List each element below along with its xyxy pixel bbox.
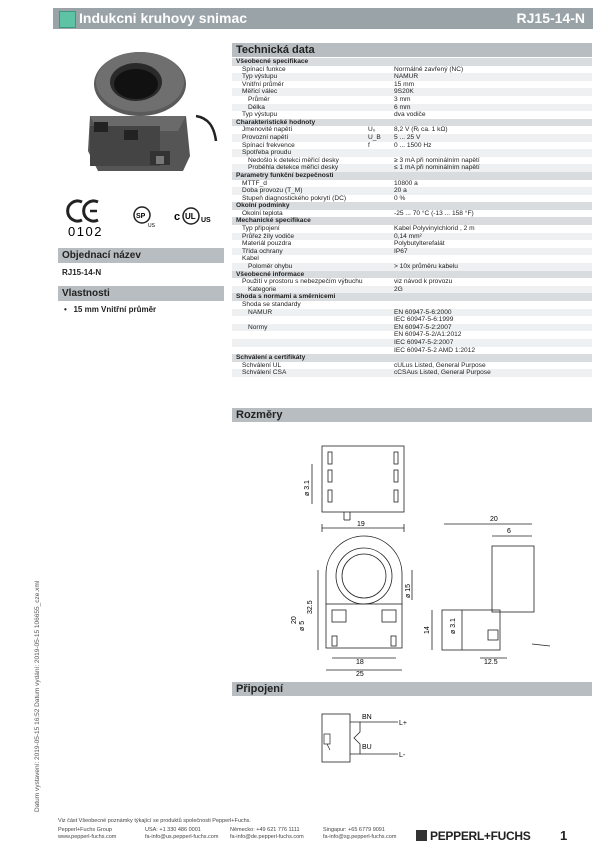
spec-symbol	[364, 233, 390, 241]
spec-symbol	[364, 309, 390, 317]
spec-row	[232, 286, 592, 294]
spec-label: Průměr	[248, 95, 270, 103]
spec-label: Stupeň diagnostického pokrytí (DC)	[242, 194, 347, 202]
spec-value: > 10x průměru kabelu	[390, 263, 592, 271]
spec-label: Doba provozu (T_M)	[232, 187, 364, 195]
side-date-text: Datum vystavení: 2019-05-15 16:52 Datum vydání: 2019-05-15 106655_cze.xml	[34, 580, 41, 812]
spec-value: 10800 a	[394, 179, 418, 187]
spec-symbol	[364, 180, 390, 188]
dimension-drawing	[232, 424, 592, 679]
spec-symbol	[364, 362, 390, 370]
spec-value: ≥ 3 mA při nominálním napětí	[394, 156, 480, 164]
footer-link-de[interactable]: fa-info@de.pepperl-fuchs.com	[230, 834, 304, 840]
spec-category	[232, 271, 592, 279]
spec-value: 20 a	[390, 187, 592, 195]
spec-symbol	[364, 96, 390, 104]
spec-value: NAMUR	[390, 73, 592, 81]
certification-marks	[64, 198, 224, 240]
spec-symbol	[364, 111, 390, 119]
spec-symbol	[364, 149, 390, 157]
conn-bu: BU	[362, 744, 372, 751]
footer-note: Viz část Všeobecné poznámky týkající se produktů společnosti Pepperl+Fuchs.	[58, 818, 251, 824]
spec-category	[232, 58, 592, 66]
spec-row	[232, 164, 592, 172]
spec-value: 0,14 mm²	[390, 233, 592, 241]
top-view	[312, 446, 404, 532]
ul-mark	[174, 208, 211, 224]
spec-label: Shoda se standardy	[242, 301, 301, 308]
spec-category	[232, 354, 592, 362]
spec-symbol	[364, 81, 390, 89]
spec-value: ≤ 1 mA při nominálním napětí	[390, 164, 592, 172]
spec-value: 6 mm	[390, 104, 592, 112]
spec-row	[232, 180, 592, 188]
brand-mark-icon	[416, 830, 427, 841]
spec-row	[232, 240, 592, 248]
spec-category-label: Všeobecné specifikace	[232, 58, 592, 66]
spec-label: Schválení UL	[242, 361, 282, 369]
footer-singapore: Singapur: +65 6779 9091 fa-info@sg.pepperl-fuchs.com	[323, 827, 397, 840]
spec-label: Průřez žíly vodiče	[232, 233, 364, 241]
ce-number: 0102	[68, 224, 103, 239]
csa-mark	[134, 207, 156, 229]
spec-symbol	[364, 255, 390, 263]
spec-label: Měřicí válec	[232, 88, 364, 96]
spec-value: cULus Listed, General Purpose	[394, 361, 486, 369]
spec-label: Schválení CSA	[232, 369, 364, 377]
spec-symbol	[364, 324, 390, 332]
spec-row	[232, 195, 592, 203]
spec-value: 15 mm	[394, 80, 415, 88]
spec-symbol	[364, 248, 390, 256]
spec-row	[232, 255, 592, 263]
footer-link-sg[interactable]: fa-info@sg.pepperl-fuchs.com	[323, 834, 397, 840]
spec-row	[232, 248, 592, 256]
footer-link-www[interactable]: www.pepperl-fuchs.com	[58, 834, 117, 840]
dim-5: ø 5	[299, 620, 306, 631]
spec-category-label: Parametry funkční bezpečnosti	[232, 172, 592, 180]
spec-label	[232, 316, 364, 324]
spec-value: 2G	[390, 286, 592, 294]
spec-label: Okolní teplota	[242, 209, 283, 217]
dim-15: ø 15	[405, 583, 412, 598]
spec-value: cCSAus Listed, General Purpose	[390, 369, 592, 377]
spec-symbol	[364, 195, 390, 203]
spec-label: Provozní napětí	[232, 134, 364, 142]
product-code-header: RJ15-14-N	[516, 10, 585, 26]
spec-label	[232, 347, 364, 355]
spec-value: EN 60947-5-6:2000	[390, 309, 592, 317]
spec-label: Typ výstupu	[242, 111, 278, 119]
spec-label	[232, 331, 364, 339]
spec-value: IEC 60947-5-6:1999	[394, 316, 454, 324]
product-photo	[68, 46, 218, 181]
conn-bn: BN	[362, 714, 372, 721]
spec-row	[232, 96, 592, 104]
spec-label: Kabel	[242, 255, 259, 263]
spec-symbol	[364, 157, 390, 165]
spec-label: Spotřeba proudu	[232, 149, 364, 157]
spec-row	[232, 347, 592, 355]
spec-row	[232, 142, 592, 150]
spec-symbol	[364, 301, 390, 309]
spec-row	[232, 316, 592, 324]
dim-25: 25	[356, 671, 364, 678]
spec-row	[232, 187, 592, 195]
page-title: Indukcni kruhovy snimac	[79, 10, 248, 26]
spec-row	[232, 362, 592, 370]
spec-row	[232, 104, 592, 112]
spec-row	[232, 111, 592, 119]
spec-symbol	[364, 104, 390, 112]
spec-label: Normy	[232, 324, 364, 332]
spec-value: Polybutylterefalát	[394, 240, 445, 248]
spec-symbol	[364, 278, 390, 286]
spec-value	[390, 255, 592, 263]
spec-row	[232, 134, 592, 142]
spec-symbol	[364, 225, 390, 233]
spec-value: viz návod k provozu	[394, 278, 453, 286]
spec-category-label: Charakteristické hodnoty	[232, 119, 592, 127]
spec-category-label: Všeobecné informace	[232, 271, 592, 279]
spec-value: IEC 60947-5-2 AMD 1:2012	[394, 346, 476, 354]
spec-category	[232, 293, 592, 301]
front-view	[318, 536, 412, 670]
dim-3-1-side: ø 3.1	[450, 618, 457, 634]
conn-heading: Připojení	[232, 682, 592, 696]
order-heading: Objednací název	[58, 248, 224, 263]
spec-row	[232, 324, 592, 332]
spec-symbol	[364, 240, 390, 248]
dim-12-5: 12.5	[484, 659, 498, 666]
ul-c-label: c	[174, 211, 181, 223]
spec-symbol	[364, 369, 390, 377]
csa-us-label: US	[148, 223, 155, 229]
spec-symbol	[364, 88, 390, 96]
spec-row	[232, 149, 592, 157]
side-view	[432, 524, 550, 658]
spec-category-label: Schválení a certifikáty	[232, 354, 592, 362]
spec-label: Spínací funkce	[242, 65, 286, 73]
spec-row	[232, 278, 592, 286]
spec-value: dva vodiče	[394, 111, 426, 119]
spec-row	[232, 210, 592, 218]
spec-row	[232, 339, 592, 347]
order-code: RJ15-14-N	[62, 268, 102, 277]
spec-symbol	[364, 286, 390, 294]
spec-row	[232, 88, 592, 96]
pepperl-fuchs-logo	[416, 829, 530, 843]
spec-value: 5 ... 25 V	[390, 134, 592, 142]
spec-symbol: U_B	[364, 134, 390, 142]
spec-label: Typ připojení	[242, 225, 280, 233]
spec-value: 3 mm	[394, 95, 411, 103]
header-logo-square	[59, 11, 76, 28]
spec-value: Normálně zavřený (NC)	[394, 65, 464, 73]
spec-label: Spínací frekvence	[242, 141, 295, 149]
spec-category-label: Shoda s normami a směrnicemi	[232, 293, 592, 301]
ce-mark	[68, 201, 98, 221]
dim-19: 19	[357, 521, 365, 528]
footer-group: Pepperl+Fuchs Group www.pepperl-fuchs.com	[58, 827, 117, 840]
dims-heading: Rozměry	[232, 408, 592, 422]
spec-value: EN 60947-5-2/A1:2012	[394, 331, 462, 339]
spec-category	[232, 202, 592, 210]
spec-label: Materiál pouzdra	[242, 240, 292, 248]
spec-row	[232, 126, 592, 134]
spec-symbol	[364, 187, 390, 195]
spec-row	[232, 331, 592, 339]
features-heading: Vlastnosti	[58, 286, 224, 301]
spec-label: NAMUR	[232, 309, 364, 317]
spec-symbol: U₀	[368, 126, 376, 134]
spec-row	[232, 309, 592, 317]
spec-category	[232, 172, 592, 180]
spec-row	[232, 66, 592, 74]
spec-value: EN 60947-5-2:2007	[390, 324, 592, 332]
spec-label	[232, 339, 364, 347]
spec-symbol	[364, 263, 390, 271]
footer-usa: USA: +1 330 486 0001 fa-info@us.pepperl-fuchs.com	[145, 827, 219, 840]
page-number: 1	[560, 828, 568, 843]
conn-lminus: L-	[399, 752, 406, 759]
dim-14: 14	[424, 626, 431, 634]
spec-row	[232, 233, 592, 241]
spec-label: Poloměr ohybu	[232, 263, 364, 271]
spec-category-label: Okolní podmínky	[232, 202, 592, 210]
dim-20-side: 20	[490, 516, 498, 523]
spec-label: Třída ochrany	[232, 248, 364, 256]
footer-germany: Německo: +49 621 776 1111 fa-info@de.pepperl-fuchs.com	[230, 827, 304, 840]
brand-name: PEPPERL+FUCHS	[430, 829, 531, 843]
spec-value: IP67	[390, 248, 592, 256]
spec-label: Kategorie	[232, 286, 364, 294]
spec-value	[390, 149, 592, 157]
spec-symbol	[364, 339, 390, 347]
spec-row	[232, 157, 592, 165]
spec-symbol	[364, 347, 390, 355]
spec-table	[232, 58, 592, 377]
spec-row	[232, 369, 592, 377]
spec-value: 0 %	[394, 194, 406, 202]
spec-label: Nedošlo k detekci měřicí desky	[248, 156, 339, 164]
spec-value: -25 ... 70 °C (-13 ... 158 °F)	[394, 209, 474, 217]
spec-symbol	[364, 73, 390, 81]
feature-item-text: 15 mm Vnitřní průměr	[73, 305, 157, 314]
feature-item: • 15 mm Vnitřní průměr	[64, 305, 157, 314]
dim-18: 18	[356, 659, 364, 666]
spec-symbol	[364, 210, 390, 218]
spec-symbol	[364, 316, 390, 324]
spec-category-label: Mechanické specifikace	[232, 217, 592, 225]
svg-text:SP: SP	[136, 213, 146, 220]
spec-value: 9S20K	[390, 88, 592, 96]
spec-category	[232, 217, 592, 225]
spec-symbol: f	[368, 141, 370, 149]
spec-value: IEC 60947-5-2:2007	[390, 339, 592, 347]
spec-symbol	[364, 164, 390, 172]
spec-row	[232, 81, 592, 89]
spec-value	[390, 301, 592, 309]
spec-label: Jmenovité napětí	[242, 126, 293, 134]
spec-row	[232, 263, 592, 271]
footer-link-us[interactable]: fa-info@us.pepperl-fuchs.com	[145, 834, 219, 840]
dim-3-1-top: ø 3.1	[304, 480, 311, 496]
connection-diagram	[318, 702, 418, 772]
dim-20-front: 20	[291, 616, 298, 624]
spec-label: Použití v prostoru s nebezpečím výbuchu	[242, 278, 363, 286]
spec-value: 0 ... 1500 Hz	[394, 141, 432, 149]
dim-6: 6	[507, 528, 511, 535]
spec-label: Délka	[232, 104, 364, 112]
spec-row	[232, 225, 592, 233]
tech-heading: Technická data	[232, 43, 592, 57]
ul-us-label: US	[201, 217, 211, 224]
spec-value: Kabel Polyvinylchlorid , 2 m	[394, 225, 475, 233]
conn-lplus: L+	[399, 720, 407, 727]
spec-symbol	[364, 66, 390, 74]
spec-row	[232, 301, 592, 309]
svg-text:UL: UL	[185, 212, 196, 221]
spec-label: Proběhla detekce měřicí desky	[232, 164, 364, 172]
spec-label: MTTF_d	[242, 179, 267, 187]
dim-32-5: 32.5	[307, 600, 314, 614]
spec-value: 8,2 V (Rᵢ ca. 1 kΩ)	[394, 126, 448, 134]
spec-label: Vnitřní průměr	[242, 80, 284, 88]
spec-label: Typ výstupu	[232, 73, 364, 81]
spec-symbol	[364, 331, 390, 339]
spec-category	[232, 119, 592, 127]
page-header	[53, 8, 593, 29]
spec-row	[232, 73, 592, 81]
